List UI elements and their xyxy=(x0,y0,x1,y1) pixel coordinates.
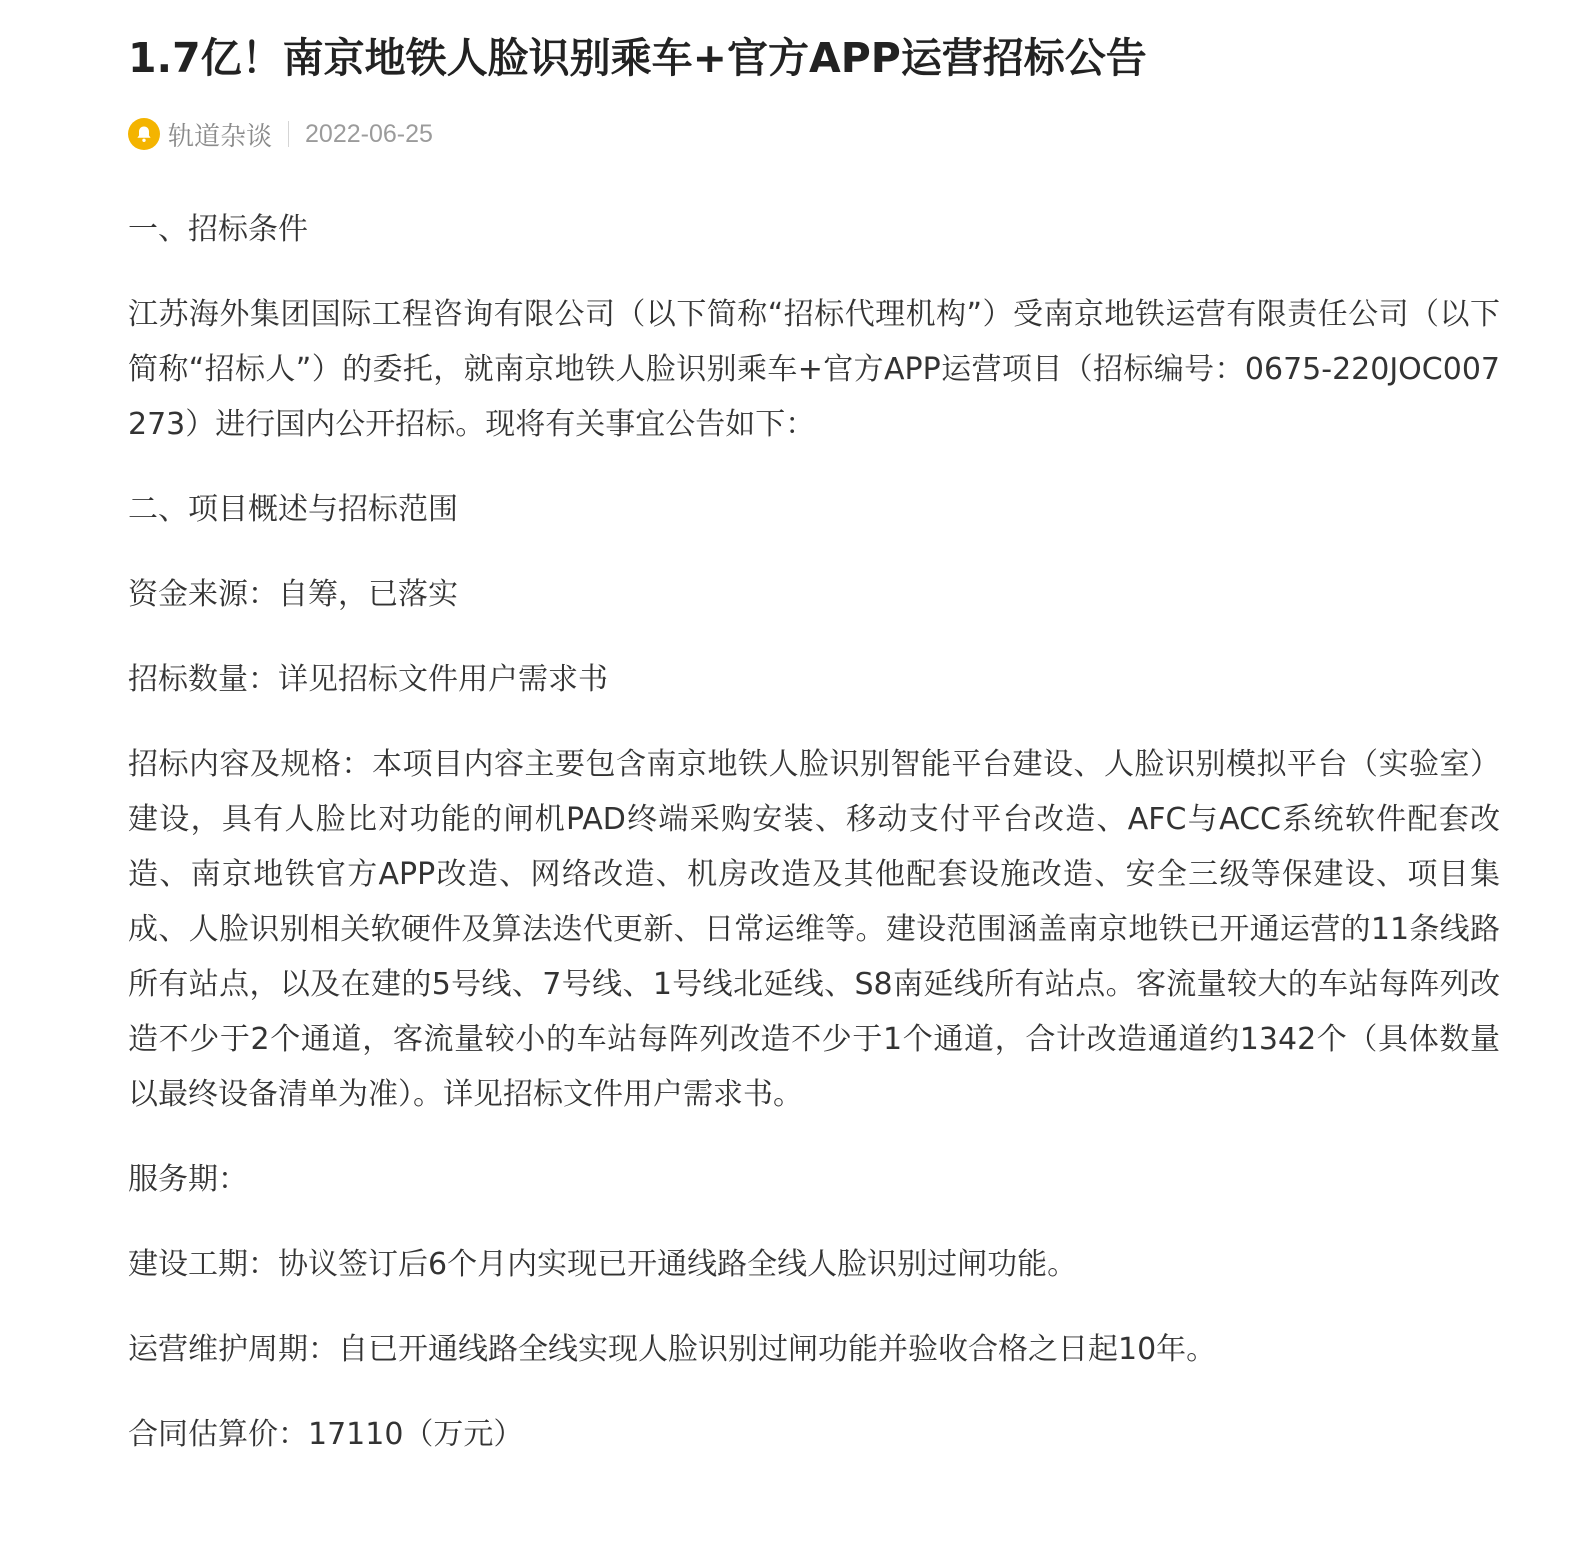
paragraph-funding-source: 资金来源：自筹，已落实 xyxy=(128,577,458,612)
section-heading-tender-conditions: 一、招标条件 xyxy=(128,212,308,247)
paragraph-construction-period: 建设工期：协议签订后6个月内实现已开通线路全线人脸识别过闸功能。 xyxy=(128,1247,1078,1282)
paragraph-operation-period: 运营维护周期：自已开通线路全线实现人脸识别过闸功能并验收合格之日起10年。 xyxy=(128,1332,1217,1367)
bell-icon[interactable] xyxy=(128,118,160,150)
author-name[interactable]: 轨道杂谈 xyxy=(168,121,273,152)
paragraph-tender-quantity: 招标数量：详见招标文件用户需求书 xyxy=(128,662,608,697)
paragraph-contract-price: 合同估算价：17110（万元） xyxy=(128,1417,524,1452)
article-body xyxy=(128,202,1500,1462)
meta-divider xyxy=(288,121,289,147)
paragraph-tender-intro: 江苏海外集团国际工程咨询有限公司（以下简称“招标代理机构”）受南京地铁运营有限责任公司（以下简称“招标人”）的委托，就南京地铁人脸识别乘车+官方APP运营项目（招标编号：0675-220JOC007273）进行国内公开招标。现将有关事宜公告如下： xyxy=(128,297,1500,442)
paragraph-tender-content: 招标内容及规格：本项目内容主要包含南京地铁人脸识别智能平台建设、人脸识别模拟平台（实验室）建设，具有人脸比对功能的闸机PAD终端采购安装、移动支付平台改造、AFC与ACC系统软件配套改造、南京地铁官方APP改造、网络改造、机房改造及其他配套设施改造、安全三级等保建设、项目集成、人脸识别相关软硬件及算法迭代更新、日常运维等。建设范围涵盖南京地铁已开通运营的11条线路所有站点，以及在建的5号线、7号线、1号线北延线、S8南延线所有站点。客流量较大的车站每阵列改造不少于2个通道，客流量较小的车站每阵列改造不少于1个通道，合计改造通道约1342个（具体数量以最终设备清单为准）。详见招标文件用户需求书。 xyxy=(128,747,1500,1112)
paragraph-service-period: 服务期： xyxy=(128,1162,248,1197)
article xyxy=(128,0,1500,1492)
section-heading-project-scope: 二、项目概述与招标范围 xyxy=(128,492,458,527)
publish-date: 2022-06-25 xyxy=(305,119,433,148)
article-title: 1.7亿！南京地铁人脸识别乘车+官方APP运营招标公告 xyxy=(128,34,1147,82)
article-meta xyxy=(128,114,1500,154)
